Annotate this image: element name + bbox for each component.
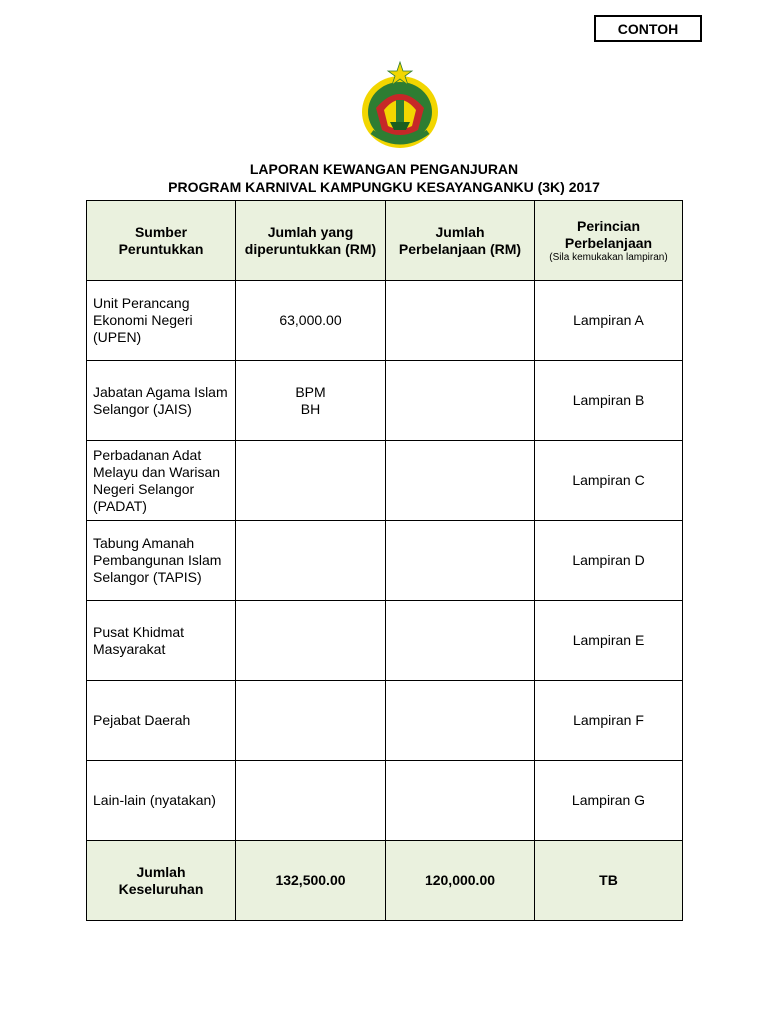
total-perincian: TB — [535, 841, 683, 921]
table-header-row — [87, 201, 683, 281]
cell-perincian: Lampiran B — [535, 361, 683, 441]
cell-perincian: Lampiran A — [535, 281, 683, 361]
cell-sumber: Perbadanan Adat Melayu dan Warisan Negeri Selangor (PADAT) — [87, 441, 236, 521]
cell-diperuntukkan-line: BH — [300, 400, 321, 417]
cell-perincian: Lampiran G — [535, 761, 683, 841]
cell-perincian: Lampiran C — [535, 441, 683, 521]
cell-diperuntukkan — [236, 681, 386, 761]
cell-diperuntukkan-line: BPM — [295, 383, 326, 400]
cell-diperuntukkan — [236, 601, 386, 681]
cell-diperuntukkan — [236, 361, 386, 441]
cell-sumber: Tabung Amanah Pembangunan Islam Selangor (TAPIS) — [87, 521, 236, 601]
header-perincian — [535, 201, 683, 281]
program-title: PROGRAM KARNIVAL KAMPUNGKU KESAYANGANKU (3K) 2017 — [168, 179, 600, 195]
table-row — [87, 681, 683, 761]
cell-sumber: Pusat Khidmat Masyarakat — [87, 601, 236, 681]
cell-perincian: Lampiran E — [535, 601, 683, 681]
cell-sumber: Jabatan Agama Islam Selangor (JAIS) — [87, 361, 236, 441]
cell-perbelanjaan — [386, 521, 535, 601]
cell-sumber: Lain-lain (nyatakan) — [87, 761, 236, 841]
report-title: LAPORAN KEWANGAN PENGANJURAN — [249, 161, 519, 177]
total-diperuntukkan: 132,500.00 — [236, 841, 386, 921]
table-row — [87, 601, 683, 681]
total-perbelanjaan: 120,000.00 — [386, 841, 535, 921]
cell-perbelanjaan — [386, 601, 535, 681]
header-jumlah-perbelanjaan: Jumlah Perbelanjaan (RM) — [386, 201, 535, 281]
cell-perbelanjaan — [386, 281, 535, 361]
cell-perbelanjaan — [386, 361, 535, 441]
table-row — [87, 361, 683, 441]
table-row — [87, 281, 683, 361]
cell-sumber: Unit Perancang Ekonomi Negeri (UPEN) — [87, 281, 236, 361]
selangor-emblem-icon — [358, 60, 442, 150]
financial-report-table — [86, 200, 683, 921]
table-total-row — [87, 841, 683, 921]
table-row — [87, 761, 683, 841]
cell-diperuntukkan — [236, 441, 386, 521]
cell-perincian: Lampiran D — [535, 521, 683, 601]
header-perincian-label: Perincian Perbelanjaan — [564, 217, 653, 251]
cell-perbelanjaan — [386, 441, 535, 521]
table-row — [87, 441, 683, 521]
cell-perbelanjaan — [386, 681, 535, 761]
cell-perincian: Lampiran F — [535, 681, 683, 761]
total-label: Jumlah Keseluruhan — [87, 841, 236, 921]
contoh-stamp: CONTOH — [594, 15, 702, 42]
cell-sumber: Pejabat Daerah — [87, 681, 236, 761]
table-row — [87, 521, 683, 601]
cell-diperuntukkan: 63,000.00 — [236, 281, 386, 361]
cell-perbelanjaan — [386, 761, 535, 841]
header-sumber: Sumber Peruntukkan — [87, 201, 236, 281]
header-perincian-note: (Sila kemukakan lampiran) — [549, 251, 668, 263]
cell-diperuntukkan — [236, 761, 386, 841]
cell-diperuntukkan — [236, 521, 386, 601]
header-jumlah-diperuntukkan: Jumlah yang diperuntukkan (RM) — [236, 201, 386, 281]
